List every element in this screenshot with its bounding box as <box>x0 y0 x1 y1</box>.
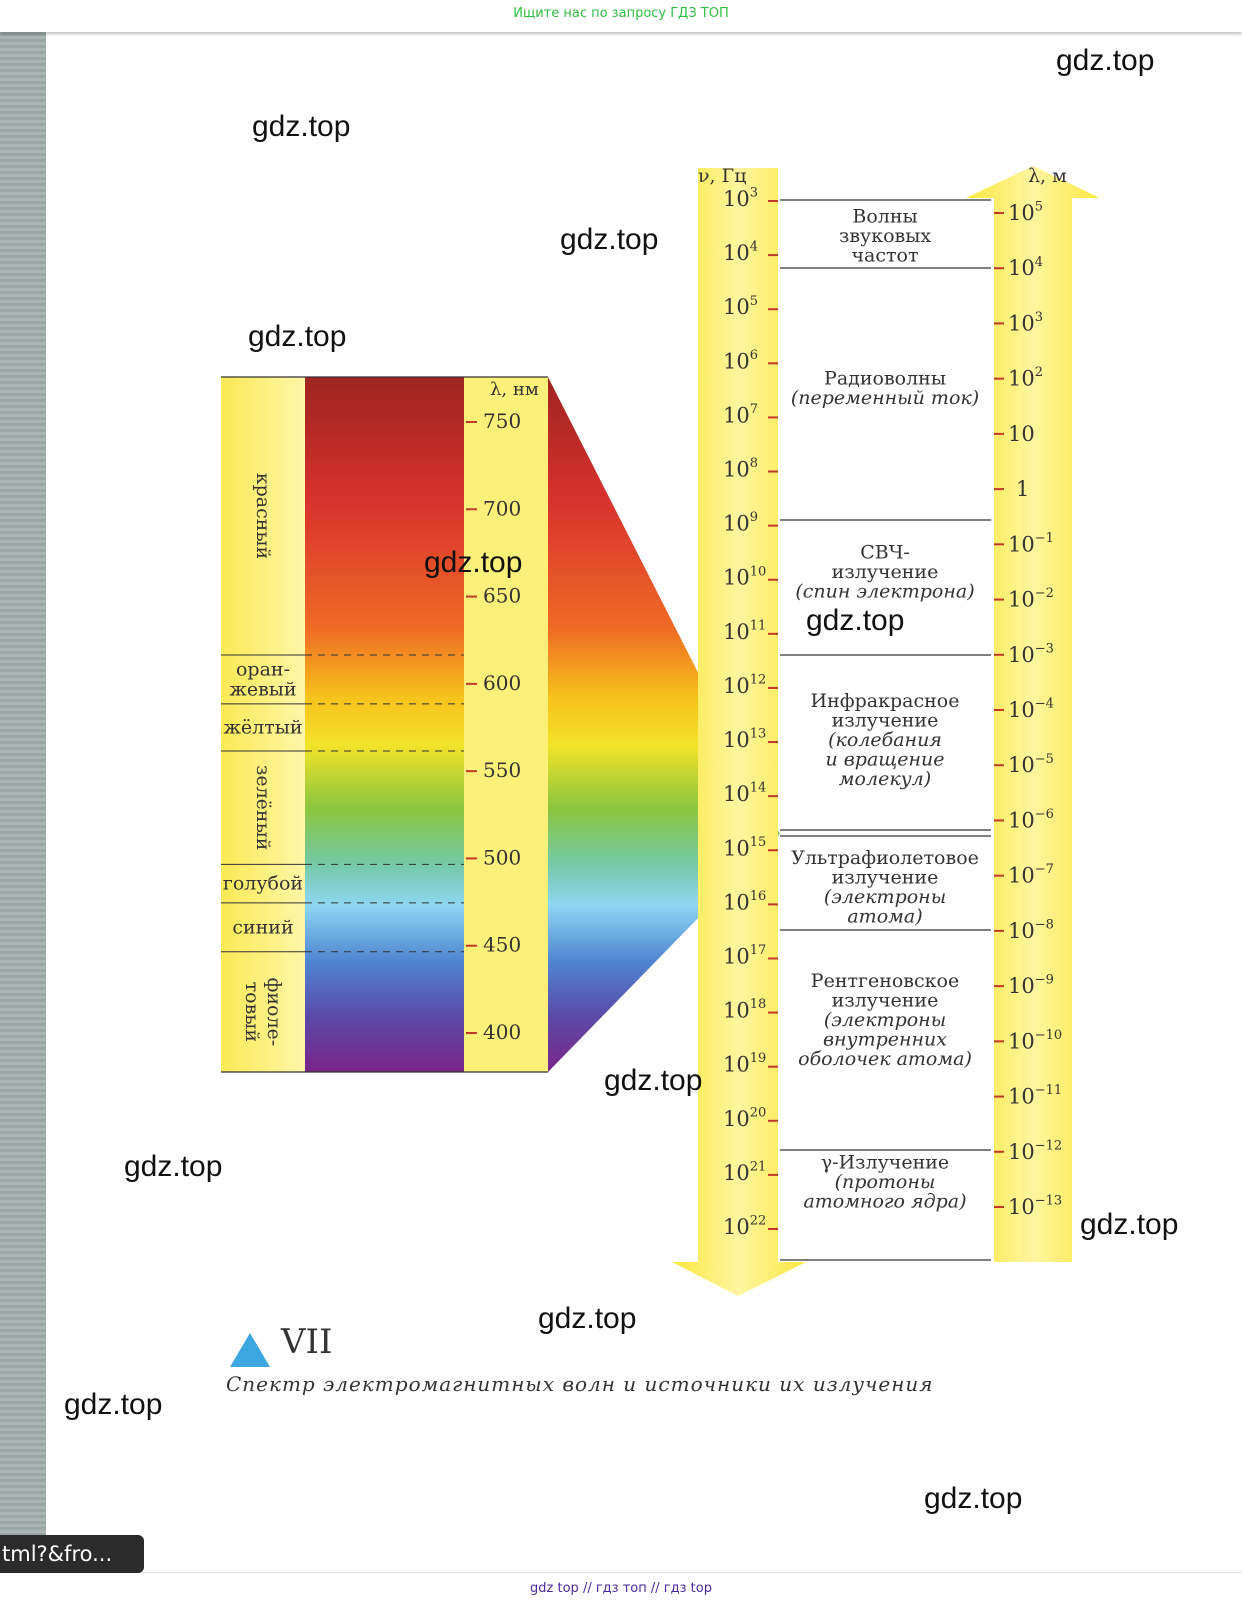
band-label <box>791 847 979 928</box>
band-label-line: СВЧ- <box>860 541 910 564</box>
nm-tick-label: 550 <box>483 758 522 783</box>
watermark: gdz.top <box>1080 1208 1179 1241</box>
band-label-line: (протоны <box>834 1171 936 1193</box>
watermark: gdz.top <box>604 1064 703 1097</box>
band-label-line: (спин электрона) <box>795 580 975 603</box>
nm-tick-label: 500 <box>483 845 522 870</box>
color-label-line: жёлтый <box>223 716 303 739</box>
frequency-tick-label: $10^{21}$ <box>723 1159 767 1185</box>
frequency-tick-label: $10^4$ <box>723 239 759 266</box>
watermark: gdz.top <box>252 110 351 143</box>
frequency-tick-label: $10^{10}$ <box>723 564 767 590</box>
wavelength-tick-label: $10^{-6}$ <box>1008 806 1054 833</box>
frequency-tick-label: $10^7$ <box>723 401 759 428</box>
color-label-line: красный <box>252 472 274 560</box>
band-label-line: молекул) <box>838 768 932 790</box>
figure-number: VII <box>281 1322 333 1362</box>
band-label-line: оболочек атома) <box>798 1048 972 1070</box>
color-label <box>241 977 285 1046</box>
band-label-line: Инфракрасное <box>810 690 960 712</box>
wavelength-tick-label: $10^2$ <box>1008 365 1044 391</box>
watermark: gdz.top <box>424 546 523 579</box>
band-label <box>839 206 931 267</box>
wavelength-tick-label: $10^{-1}$ <box>1008 530 1054 557</box>
wavelength-tick-label: $10^4$ <box>1008 254 1044 281</box>
band-label-line: (электроны <box>823 1009 947 1031</box>
watermark: gdz.top <box>806 604 905 637</box>
band-label <box>811 690 960 790</box>
browser-top-bar <box>0 0 1242 32</box>
watermark: gdz.top <box>1056 44 1155 77</box>
band-label-line: Ультрафиолетовое <box>791 846 979 869</box>
frequency-tick-label: $10^{13}$ <box>723 726 767 753</box>
bottom-link[interactable]: gdz top <box>530 1581 579 1596</box>
bottom-links <box>0 1581 1242 1596</box>
spectrum-bar <box>305 377 464 1072</box>
watermark: gdz.top <box>64 1388 163 1421</box>
color-label <box>252 765 274 850</box>
frequency-tick-label: $10^3$ <box>723 185 759 211</box>
frequency-tick-label: $10^8$ <box>723 456 759 482</box>
nm-tick-label: 600 <box>483 670 522 695</box>
frequency-tick-label: $10^5$ <box>723 293 759 320</box>
band-label-line: звуковых <box>838 225 932 247</box>
bottom-link[interactable]: гдз топ <box>595 1581 647 1596</box>
color-label-line: зелёный <box>252 765 274 851</box>
wavelength-tick-label: $10^{-12}$ <box>1008 1138 1063 1164</box>
band-label <box>791 367 979 409</box>
nm-scale-column <box>464 377 548 1072</box>
band-label-line: излучение <box>831 989 939 1012</box>
wavelength-tick-label: $10^{-8}$ <box>1008 917 1054 943</box>
watermark: gdz.top <box>924 1482 1023 1515</box>
color-label <box>232 916 293 938</box>
frequency-tick-label: $10^{18}$ <box>723 997 767 1023</box>
wavelength-tick-label: $10^{-7}$ <box>1008 862 1054 888</box>
band-label-line: (колебания <box>828 729 942 751</box>
link-separator: // <box>582 1581 592 1596</box>
band-label-line: излучение <box>831 561 939 583</box>
nm-tick-label: 450 <box>483 932 522 957</box>
wavelength-tick-label: $10^3$ <box>1008 309 1044 336</box>
nm-tick-label: 650 <box>483 583 522 608</box>
watermark: gdz.top <box>124 1150 223 1183</box>
wavelength-tick-label: $10^{-13}$ <box>1008 1193 1063 1219</box>
bottom-link[interactable]: гдз top <box>663 1581 712 1596</box>
wavelength-axis-label: λ, м <box>1028 165 1067 187</box>
band-label <box>798 970 972 1070</box>
color-label <box>229 658 296 700</box>
wavelength-tick-label: 1 <box>1016 477 1030 502</box>
color-label-line: оран- <box>235 658 291 681</box>
wavelength-tick-label: 10 <box>1008 421 1035 446</box>
wavelength-tick-label: $10^5$ <box>1008 199 1044 225</box>
frequency-tick-label: $10^{12}$ <box>723 672 767 698</box>
band-label <box>803 1152 966 1213</box>
color-label-line: голубой <box>222 872 304 895</box>
band-label-line: Волны <box>852 205 918 228</box>
frequency-tick-label: $10^{14}$ <box>723 780 767 807</box>
url-tooltip: tml?&fro... <box>0 1535 144 1573</box>
wavelength-tick-label: $10^{-9}$ <box>1008 972 1054 999</box>
frequency-tick-label: $10^9$ <box>723 510 759 536</box>
band-label-line: излучение <box>831 866 939 889</box>
wavelength-tick-label: $10^{-11}$ <box>1008 1083 1063 1109</box>
wavelength-tick-label: $10^{-2}$ <box>1008 586 1054 612</box>
band-label <box>795 542 974 603</box>
figure-caption: Спектр электромагнитных волн и источники их излучения <box>226 1372 934 1396</box>
wavelength-tick-label: $10^{-3}$ <box>1008 641 1054 667</box>
band-label-line: атома) <box>847 905 923 928</box>
band-label-line: Радиоволны <box>824 367 946 390</box>
frequency-tick-label: $10^{20}$ <box>723 1105 767 1131</box>
frequency-tick-label: $10^{17}$ <box>723 943 767 969</box>
band-label-line: (электроны <box>823 885 947 908</box>
color-label-line: товый <box>241 981 263 1043</box>
band-label-line: излучение <box>831 709 939 732</box>
band-label-line: Рентгеновское <box>810 970 960 992</box>
nm-tick-label: 750 <box>483 409 522 433</box>
band-label-line: внутренних <box>822 1028 948 1051</box>
watermark: gdz.top <box>248 320 347 353</box>
watermark: gdz.top <box>538 1302 637 1335</box>
band-label-line: атомного ядра) <box>803 1190 967 1213</box>
watermark: gdz.top <box>560 223 659 256</box>
band-label-line: (переменный ток) <box>790 386 980 409</box>
color-label-line: фиоле- <box>263 977 285 1047</box>
nm-tick-label: 400 <box>483 1020 522 1044</box>
color-label-line: синий <box>232 916 294 939</box>
band-label-line: частот <box>851 244 919 267</box>
color-label <box>223 873 303 895</box>
search-hint-link[interactable]: Ищите нас по запросу ГДЗ ТОП <box>513 6 729 21</box>
frequency-tick-label: $10^{11}$ <box>723 618 767 644</box>
band-label-line: и вращение <box>825 748 945 771</box>
wavelength-tick-label: $10^{-5}$ <box>1008 751 1054 778</box>
nm-axis-label: λ, нм <box>490 379 539 400</box>
frequency-tick-label: $10^{16}$ <box>723 888 767 915</box>
color-label-line: жевый <box>229 678 297 701</box>
nm-tick-label: 700 <box>483 496 522 521</box>
browser-bottom-bar <box>0 1572 1242 1611</box>
frequency-axis-label: ν, Гц <box>698 165 747 187</box>
band-label-line: γ-Излучение <box>820 1151 950 1174</box>
frequency-tick-label: $10^6$ <box>723 347 759 374</box>
color-label <box>252 473 274 559</box>
frequency-tick-label: $10^{22}$ <box>723 1213 767 1239</box>
wavelength-tick-label: $10^{-4}$ <box>1008 696 1054 722</box>
link-separator: // <box>650 1581 660 1596</box>
color-label <box>223 716 302 738</box>
wavelength-tick-label: $10^{-10}$ <box>1008 1027 1063 1054</box>
triangle-marker-icon <box>230 1333 270 1367</box>
frequency-tick-label: $10^{19}$ <box>723 1051 767 1077</box>
frequency-tick-label: $10^{15}$ <box>723 834 767 861</box>
